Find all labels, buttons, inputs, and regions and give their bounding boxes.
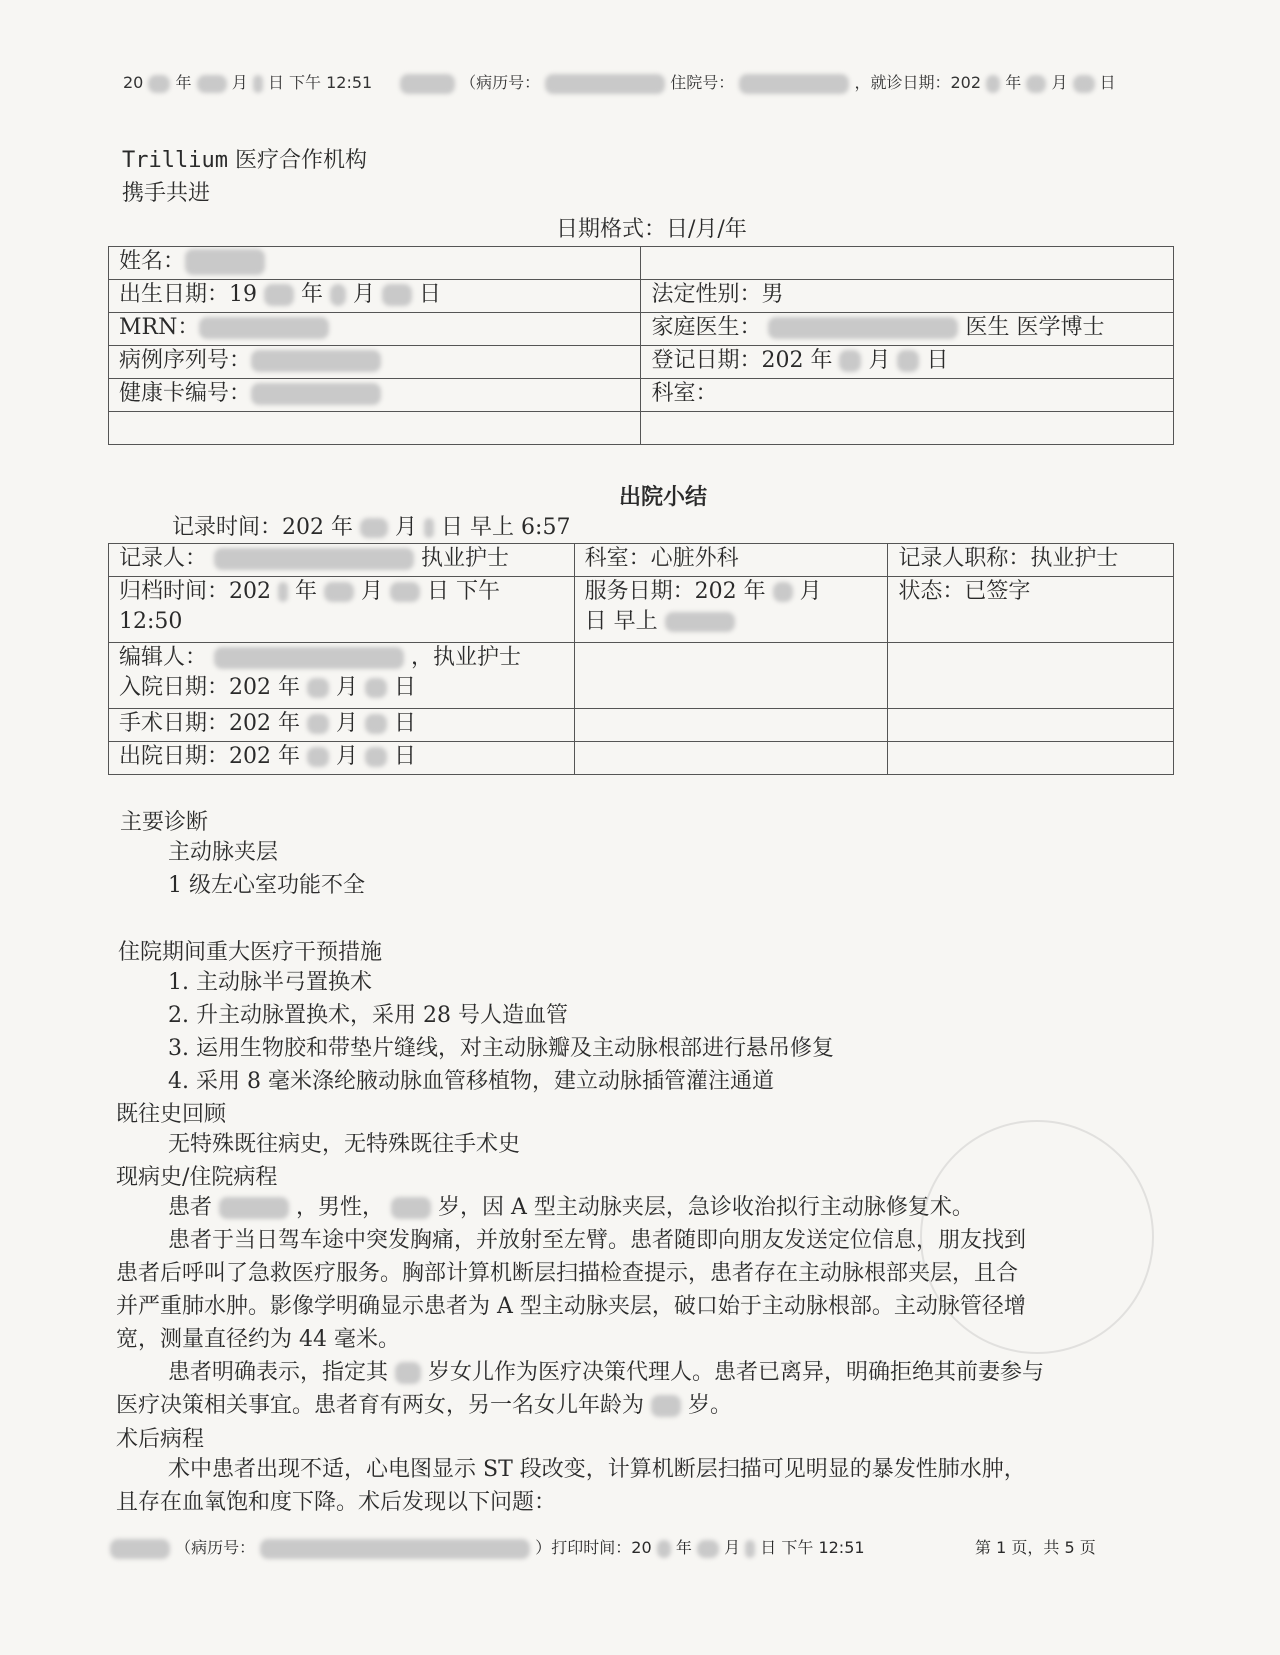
record-time-year-char: 年	[331, 515, 354, 540]
text-fragment: 患者明确表示，指定其	[168, 1360, 389, 1385]
empty-cell	[888, 742, 1174, 775]
status-cell: 状态：已签字	[888, 577, 1174, 643]
redacted-block	[400, 74, 455, 94]
present-illness-line	[116, 1389, 732, 1422]
visit-year-char: 年	[1005, 73, 1022, 92]
present-illness-line: 患者于当日驾车途中突发胸痛，并放射至左臂。患者随即向朋友发送定位信息，朋友找到	[168, 1228, 1027, 1253]
dob-day-char: 日	[419, 282, 442, 307]
intervention-item: 4. 采用 8 毫米涤纶腋动脉血管移植物，建立动脉插管灌注通道	[168, 1069, 774, 1094]
redacted-block	[110, 1539, 170, 1559]
family-doctor-title: 医生 医学博士	[965, 315, 1105, 340]
organization-slogan: 携手共进	[122, 181, 211, 206]
redacted-block	[1073, 75, 1095, 93]
editor-label: 编辑人：	[119, 645, 208, 670]
discharge-date-label: 出院日期：202	[119, 744, 271, 769]
present-illness-line: 宽，测量直径约为 44 毫米。	[116, 1327, 400, 1352]
archive-ampm: 下午	[456, 579, 501, 604]
registration-year-char: 年	[810, 348, 833, 373]
family-doctor-cell	[641, 313, 1174, 346]
archive-year-char: 年	[295, 579, 318, 604]
record-time-label: 记录时间：202	[172, 515, 324, 540]
redacted-block	[219, 1197, 289, 1219]
patient-name-cell	[109, 247, 641, 280]
redacted-block	[424, 518, 434, 538]
service-date-line1	[585, 577, 878, 607]
redacted-block	[839, 350, 861, 372]
editor-role: ，执业护士	[411, 645, 522, 670]
registration-date-label: 登记日期：202	[651, 348, 804, 373]
dob-label: 出生日期：19	[119, 282, 257, 307]
surgery-month-char: 月	[336, 711, 359, 736]
redacted-block	[253, 75, 263, 93]
admission-day-char: 日	[394, 675, 417, 700]
text-fragment: 医疗决策相关事宜。患者育有两女，另一名女儿年龄为	[116, 1393, 645, 1418]
text-fragment: 患者	[168, 1195, 213, 1220]
empty-cell	[641, 247, 1174, 280]
archive-day-char: 日	[427, 579, 450, 604]
redacted-block	[264, 284, 294, 306]
empty-cell	[109, 412, 641, 445]
redacted-block	[330, 284, 346, 306]
archive-time-line2: 12:50	[119, 609, 183, 634]
redacted-block	[897, 350, 919, 372]
discharge-month-char: 月	[336, 744, 359, 769]
admission-month-char: 月	[336, 675, 359, 700]
redacted-block	[324, 582, 354, 602]
service-year-char: 年	[743, 579, 766, 604]
surgery-year-char: 年	[278, 711, 301, 736]
surgery-date-label: 手术日期：202	[119, 711, 271, 736]
redacted-block	[214, 548, 414, 570]
redacted-block	[307, 714, 329, 734]
redacted-block	[214, 647, 404, 669]
record-time-month-char: 月	[395, 515, 418, 540]
health-card-cell	[109, 379, 641, 412]
postop-heading: 术后病程	[116, 1427, 205, 1452]
empty-cell	[641, 412, 1174, 445]
dob-month-char: 月	[353, 282, 376, 307]
present-illness-line	[168, 1356, 1044, 1389]
redacted-block	[768, 317, 958, 339]
admission-number-label: 住院号：	[670, 73, 735, 92]
print-footer	[110, 1535, 865, 1559]
surgery-date-cell	[109, 709, 575, 742]
footer-month-char: 月	[724, 1538, 741, 1557]
footer-year-char: 年	[675, 1538, 692, 1557]
mrn-cell	[109, 313, 641, 346]
department-cell: 科室：	[641, 379, 1174, 412]
intervention-item: 2. 升主动脉置换术，采用 28 号人造血管	[168, 1003, 568, 1028]
recorder-role: 执业护士	[421, 546, 510, 571]
discharge-summary-title: 出院小结	[619, 484, 708, 510]
visit-date-label: ，就诊日期：202	[854, 73, 982, 92]
recorder-cell	[109, 544, 575, 577]
empty-cell	[888, 643, 1174, 709]
redacted-block	[251, 350, 381, 372]
text-fragment: ，男性，	[296, 1195, 385, 1220]
print-year-prefix: 20	[123, 73, 144, 92]
redacted-block	[307, 747, 329, 767]
footer-print-time: ）打印时间：20	[535, 1538, 652, 1557]
present-illness-line: 并严重肺水肿。影像学明确显示患者为 A 型主动脉夹层，破口始于主动脉根部。主动脉管径增	[116, 1294, 1026, 1319]
service-date-day: 日 早上	[584, 609, 658, 634]
health-card-label: 健康卡编号：	[119, 381, 252, 406]
department-cell: 科室：心脏外科	[574, 544, 888, 577]
text-fragment: 岁女儿作为医疗决策代理人。患者已离异，明确拒绝其前妻参与	[428, 1360, 1045, 1385]
redacted-block	[395, 1362, 421, 1384]
redacted-block	[739, 74, 849, 94]
postop-line: 且存在血氧饱和度下降。术后发现以下问题：	[116, 1490, 557, 1515]
present-illness-heading: 现病史/住院病程	[116, 1165, 278, 1190]
footer-record-label: （病历号：	[175, 1538, 256, 1557]
patient-name-label: 姓名：	[119, 249, 186, 274]
redacted-block	[773, 582, 793, 602]
past-history-text: 无特殊既往病史，无特殊既往手术史	[168, 1132, 521, 1157]
admission-year-char: 年	[278, 675, 301, 700]
empty-cell	[888, 709, 1174, 742]
redacted-block	[986, 75, 1000, 93]
redacted-block	[665, 612, 735, 632]
redacted-block	[545, 74, 665, 94]
page-number: 第 1 页，共 5 页	[975, 1538, 1096, 1557]
redacted-block	[148, 75, 170, 93]
registration-day-char: 日	[926, 348, 949, 373]
service-date-line2	[585, 607, 878, 637]
service-date-label: 服务日期：202	[584, 579, 737, 604]
redacted-block	[260, 1539, 530, 1559]
visit-month-char: 月	[1051, 73, 1068, 92]
redacted-block	[365, 678, 387, 698]
redacted-block	[185, 249, 265, 275]
footer-day-time: 日 下午 12:51	[760, 1538, 865, 1557]
diagnosis-item: 1 级左心室功能不全	[168, 873, 365, 898]
intervention-item: 1. 主动脉半弓置换术	[168, 970, 372, 995]
record-time-day-char: 日	[441, 515, 464, 540]
discharge-day-char: 日	[394, 744, 417, 769]
editor-admission-cell	[109, 643, 575, 709]
redacted-block	[390, 582, 420, 602]
redacted-block	[1026, 75, 1046, 93]
editor-line	[119, 643, 564, 673]
redacted-block	[199, 317, 329, 339]
redacted-block	[365, 747, 387, 767]
record-time	[172, 510, 570, 541]
print-header	[123, 70, 372, 93]
redacted-block	[697, 1540, 719, 1558]
redacted-block	[365, 714, 387, 734]
date-format-note: 日期格式：日/月/年	[556, 217, 747, 242]
redacted-block	[657, 1540, 671, 1558]
redacted-block	[307, 678, 329, 698]
empty-cell	[574, 643, 888, 709]
text-fragment: 岁，因 A 型主动脉夹层，急诊收治拟行主动脉修复术。	[438, 1195, 974, 1220]
print-time: 日 下午 12:51	[267, 73, 373, 92]
discharge-date-cell	[109, 742, 575, 775]
record-number-label: （病历号：	[460, 73, 541, 92]
recorder-title-cell: 记录人职称：执业护士	[888, 544, 1174, 577]
legal-sex-cell: 法定性别：男	[641, 280, 1174, 313]
dob-year-char: 年	[301, 282, 324, 307]
month-char: 月	[231, 73, 248, 92]
organization-name	[122, 143, 367, 174]
diagnosis-item: 主动脉夹层	[168, 840, 279, 865]
discharge-year-char: 年	[278, 744, 301, 769]
year-char: 年	[175, 73, 192, 92]
discharge-info-table	[108, 543, 1174, 775]
registration-date-cell	[641, 346, 1174, 379]
redacted-block	[197, 75, 227, 93]
service-date-cell	[574, 577, 888, 643]
redacted-block	[278, 582, 288, 602]
interventions-heading: 住院期间重大医疗干预措施	[118, 940, 383, 965]
registration-month-char: 月	[868, 348, 891, 373]
redacted-block	[745, 1540, 755, 1558]
archive-time-label: 归档时间：202	[119, 579, 271, 604]
service-month-char: 月	[799, 579, 822, 604]
past-history-heading: 既往史回顾	[116, 1102, 227, 1127]
case-serial-label: 病例序列号：	[119, 348, 252, 373]
mrn-label: MRN：	[119, 315, 200, 340]
record-time-clock: 早上 6:57	[470, 515, 571, 540]
intervention-item: 3. 运用生物胶和带垫片缝线，对主动脉瓣及主动脉根部进行悬吊修复	[168, 1036, 834, 1061]
case-serial-cell	[109, 346, 641, 379]
redacted-block	[651, 1395, 681, 1417]
visit-day-char: 日	[1099, 73, 1116, 92]
record-info-header	[400, 70, 1116, 94]
archive-time-cell	[109, 577, 575, 643]
patient-info-table	[108, 246, 1174, 445]
surgery-day-char: 日	[394, 711, 417, 736]
family-doctor-label: 家庭医生：	[651, 315, 762, 340]
postop-line: 术中患者出现不适，心电图显示 ST 段改变，计算机断层扫描可见明显的暴发性肺水肿，	[168, 1457, 1026, 1482]
faint-stamp-mark	[920, 1120, 1154, 1354]
redacted-block	[251, 383, 381, 405]
empty-cell	[574, 742, 888, 775]
present-illness-paragraph	[168, 1191, 974, 1224]
organization-cn-name: 医疗合作机构	[234, 148, 367, 173]
dob-cell	[109, 280, 641, 313]
redacted-block	[360, 518, 388, 538]
archive-time-line1	[119, 577, 564, 607]
redacted-block	[382, 284, 412, 306]
archive-month-char: 月	[361, 579, 384, 604]
redacted-block	[391, 1197, 431, 1219]
present-illness-line: 患者后呼叫了急救医疗服务。胸部计算机断层扫描检查提示，患者存在主动脉根部夹层，且合	[116, 1261, 1019, 1286]
primary-diagnosis-heading: 主要诊断	[120, 810, 209, 835]
text-fragment: 岁。	[688, 1393, 733, 1418]
admission-date-label: 入院日期：202	[119, 675, 271, 700]
organization-latin-name: Trillium	[122, 148, 228, 173]
admission-date-line	[119, 673, 564, 703]
recorder-label: 记录人：	[119, 546, 208, 571]
empty-cell	[574, 709, 888, 742]
